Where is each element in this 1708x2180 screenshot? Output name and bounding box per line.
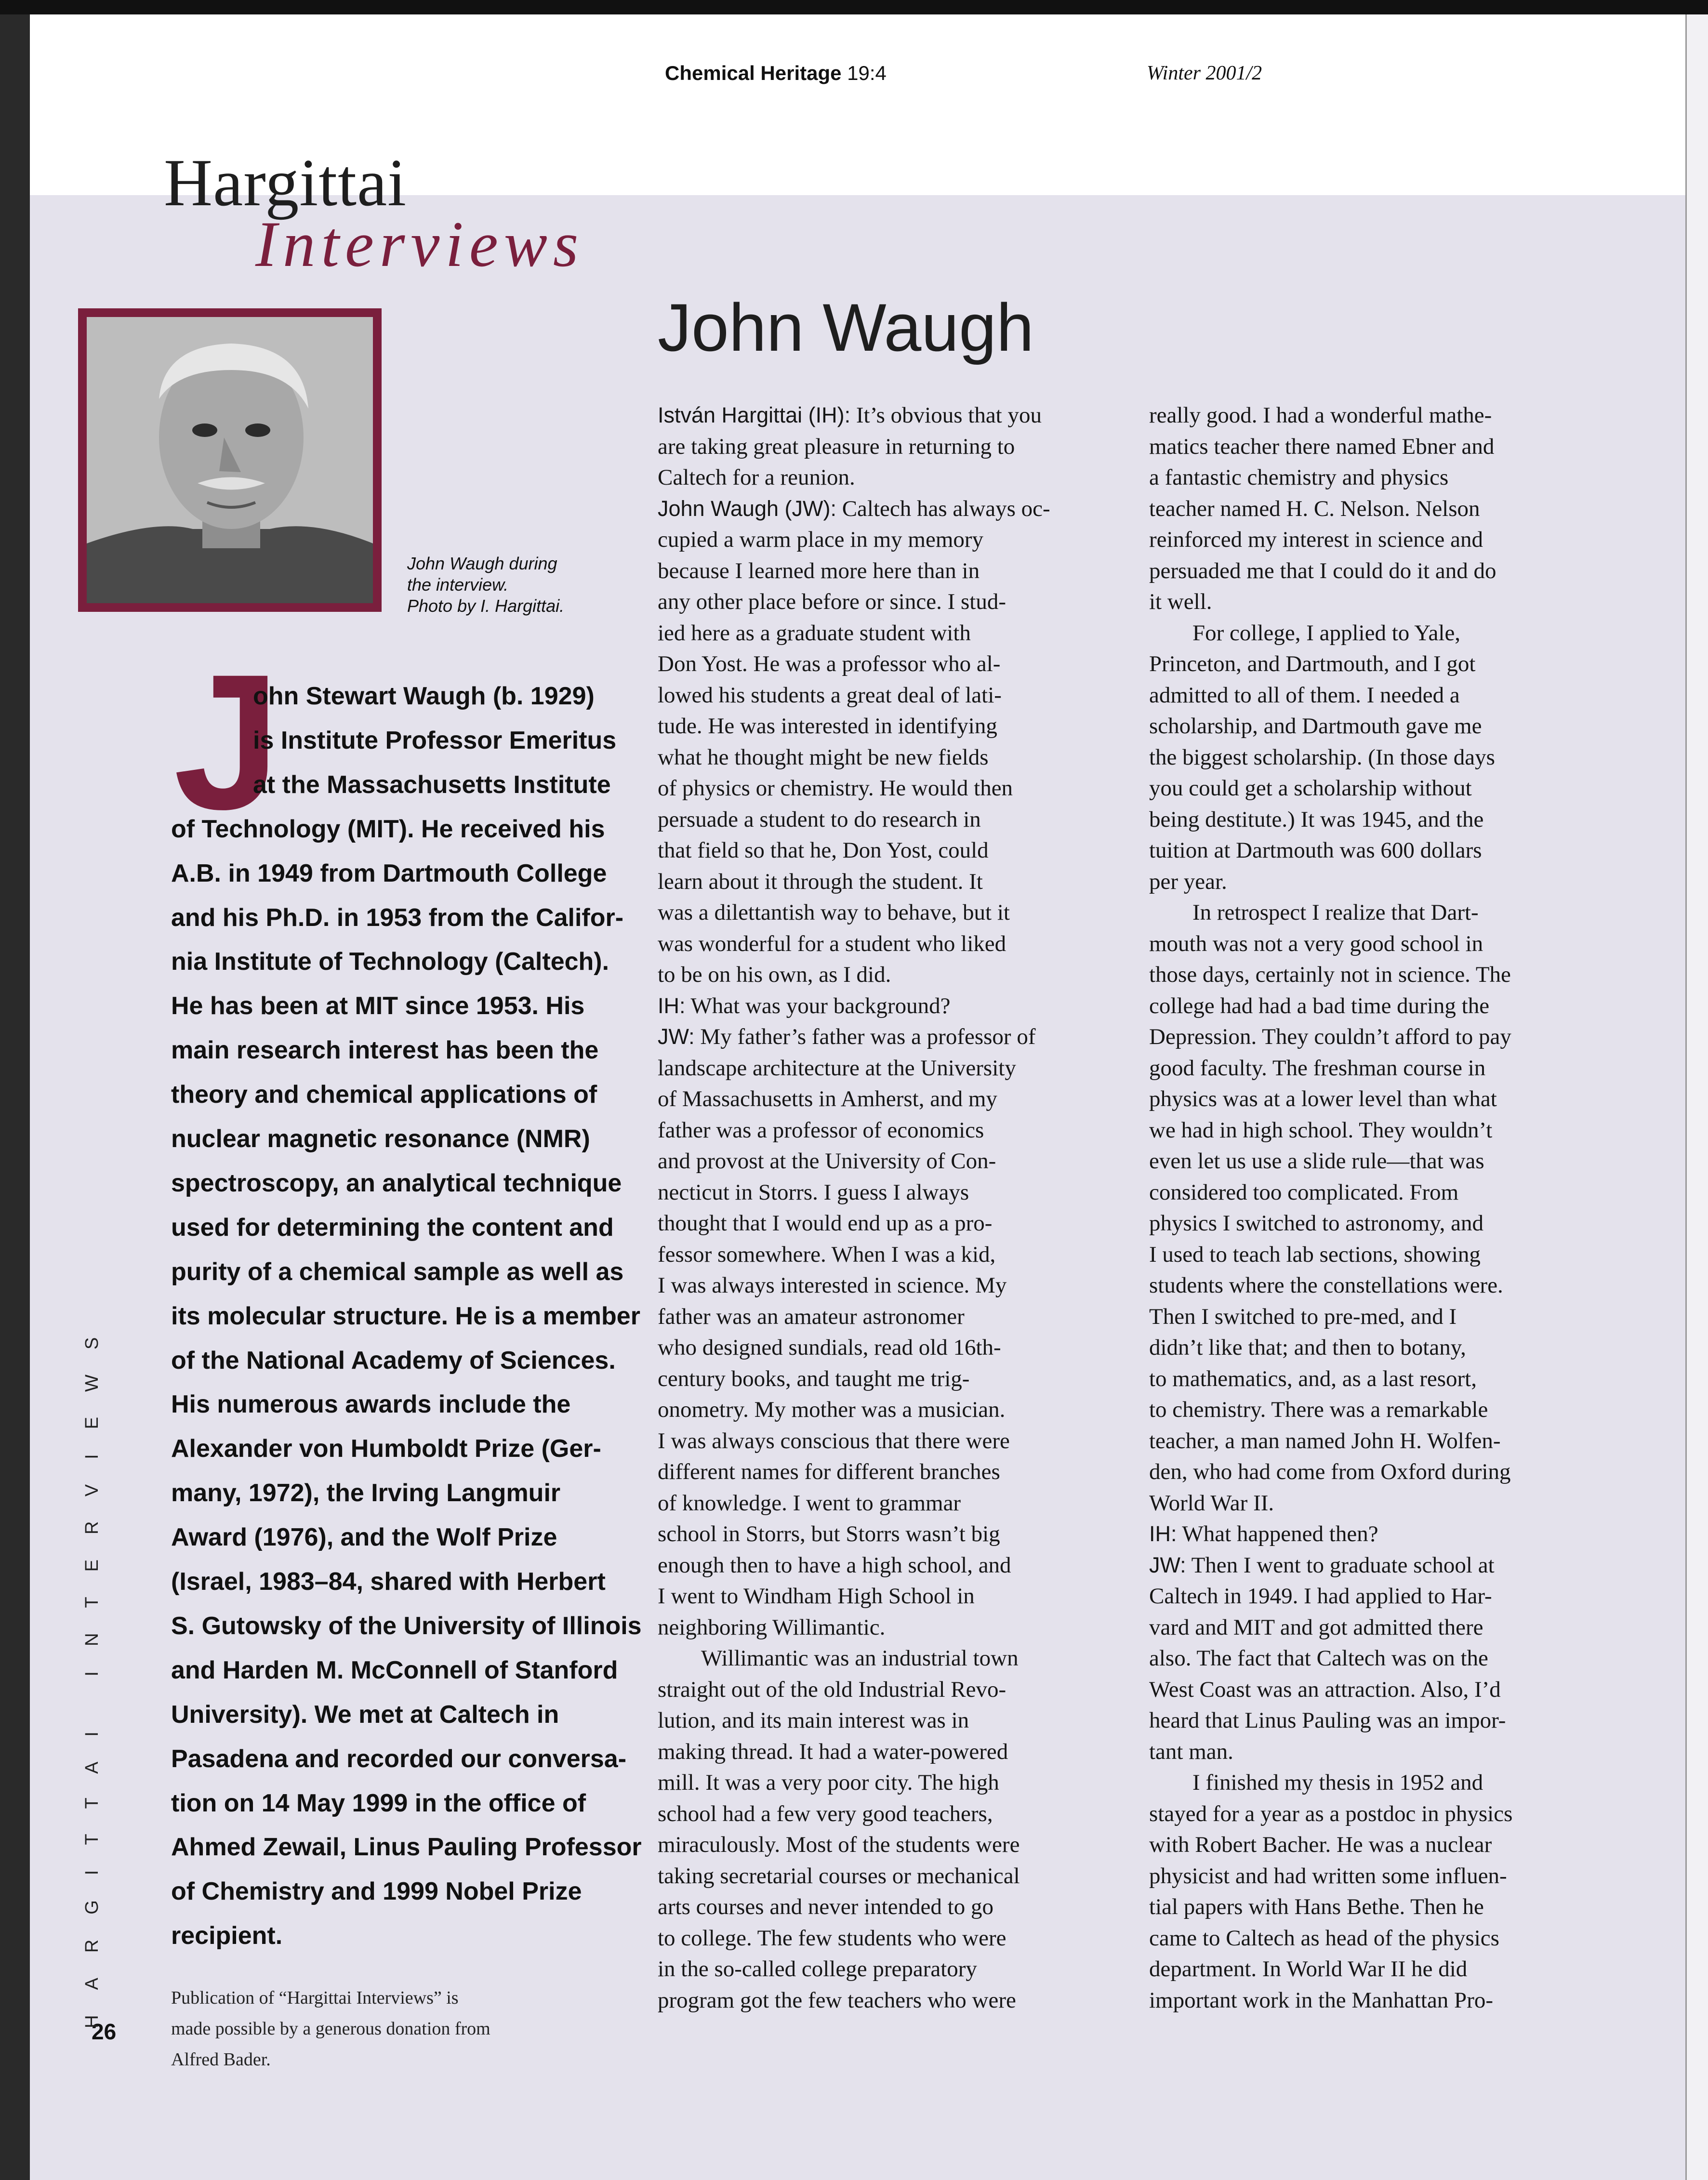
intro-line: Alexander von Humboldt Prize (Ger- (171, 1435, 601, 1463)
line-text: making thread. It had a water-powered (658, 1739, 1008, 1764)
line-text: lowed his students a great deal of lati- (658, 682, 1002, 708)
line-text: and provost at the University of Con- (658, 1149, 996, 1174)
text-line (658, 1552, 1011, 1578)
text-line (1149, 1521, 1378, 1547)
line-text: didn’t like that; and then to botany, (1149, 1335, 1466, 1360)
text-line (1149, 775, 1472, 801)
text-line (658, 962, 891, 988)
line-text: per year. (1149, 869, 1227, 894)
text-line (658, 682, 1002, 708)
line-text: who designed sundials, read old 16th- (658, 1335, 1001, 1360)
line-text: we had in high school. They wouldn’t (1149, 1117, 1493, 1143)
line-text: Caltech for a reunion. (658, 465, 855, 490)
text-line (1149, 589, 1212, 615)
line-text: teacher, a man named John H. Wolfen- (1149, 1428, 1501, 1453)
line-text: Caltech has always oc- (836, 496, 1050, 521)
intro-line: many, 1972), the Irving Langmuir (171, 1479, 561, 1507)
intro-line: theory and chemical applications of (171, 1081, 597, 1109)
line-text: taking secretarial courses or mechanical (658, 1863, 1020, 1889)
text-line (1149, 1614, 1483, 1640)
line-text: learn about it through the student. It (658, 869, 983, 894)
text-line (1149, 527, 1483, 553)
line-text: fessor somewhere. When I was a kid, (658, 1242, 996, 1267)
text-line (1149, 1925, 1499, 1951)
intro-line: and his Ph.D. in 1953 from the Califor- (171, 903, 624, 932)
line-text: you could get a scholarship without (1149, 776, 1472, 801)
line-text: of physics or chemistry. He would then (658, 776, 1013, 801)
text-line (658, 1272, 1006, 1298)
line-text: college had had a bad time during the (1149, 993, 1490, 1018)
line-text: heard that Linus Pauling was an impor- (1149, 1708, 1506, 1733)
text-line (1149, 1832, 1492, 1858)
text-line (658, 806, 981, 832)
line-text: of Massachusetts in Amherst, and my (658, 1086, 997, 1111)
text-line (701, 1645, 1019, 1671)
intro-line: its molecular structure. He is a member (171, 1302, 640, 1330)
intro-line: University). We met at Caltech in (171, 1700, 559, 1729)
text-line (1149, 1645, 1488, 1671)
intro-line: Pasadena and recorded our conversa- (171, 1744, 627, 1773)
text-line (658, 713, 997, 739)
intro-line: main research interest has been the (171, 1036, 599, 1065)
text-line (658, 1148, 996, 1174)
line-text: was wonderful for a student who liked (658, 931, 1006, 956)
line-text: department. In World War II he did (1149, 1956, 1468, 1982)
text-line (658, 434, 1015, 460)
line-text: scholarship, and Dartmouth gave me (1149, 713, 1482, 739)
intro-line: nuclear magnetic resonance (NMR) (171, 1125, 590, 1153)
line-text: of knowledge. I went to grammar (658, 1490, 961, 1516)
line-text: different names for different branches (658, 1459, 1000, 1484)
text-line (1149, 1583, 1492, 1609)
line-text: even let us use a slide rule—that was (1149, 1149, 1484, 1174)
line-text: to be on his own, as I did. (658, 962, 891, 987)
line-text: in the so-called college preparatory (658, 1956, 977, 1982)
text-line (658, 1366, 969, 1392)
line-text: tial papers with Hans Bethe. Then he (1149, 1894, 1484, 1919)
line-text: students where the constellations were. (1149, 1273, 1503, 1298)
text-line (658, 651, 1000, 677)
binding-edge (0, 14, 30, 2180)
speaker-label: IH: (1149, 1521, 1177, 1546)
caption-line: Photo by I. Hargittai. (407, 596, 565, 616)
text-line (1192, 899, 1479, 925)
intro-line: of the National Academy of Sciences. (171, 1346, 616, 1374)
line-text: century books, and taught me trig- (658, 1366, 970, 1391)
line-text: came to Caltech as head of the physics (1149, 1925, 1499, 1951)
page-number: 26 (92, 2019, 117, 2044)
line-text: what he thought might be new fields (658, 744, 989, 770)
line-text: Depression. They couldn’t afford to pay (1149, 1024, 1511, 1049)
text-line (658, 1987, 1016, 2013)
text-line (1149, 1024, 1511, 1050)
text-line (658, 1583, 975, 1609)
line-text: it well. (1149, 589, 1212, 614)
text-line (1149, 651, 1475, 677)
text-line (658, 1770, 999, 1796)
intro-line: He has been at MIT since 1953. His (171, 992, 585, 1020)
line-text: important work in the Manhattan Pro- (1149, 1987, 1493, 2013)
intro-line: (Israel, 1983–84, shared with Herbert (171, 1568, 606, 1596)
text-line (658, 1707, 969, 1733)
line-text: vard and MIT and got admitted there (1149, 1614, 1483, 1640)
line-text: What was your background? (685, 993, 951, 1018)
line-text: the biggest scholarship. (In those days (1149, 744, 1495, 770)
line-text: tude. He was interested in identifying (658, 713, 997, 739)
line-text: any other place before or since. I stud- (658, 589, 1006, 614)
line-text: What happened then? (1177, 1521, 1378, 1546)
running-head-date: Winter 2001/2 (1147, 62, 1262, 84)
line-text: persuaded me that I could do it and do (1149, 558, 1496, 583)
text-line (1149, 1242, 1481, 1268)
facing-page-edge (1685, 14, 1708, 2180)
text-line (658, 1677, 1006, 1703)
text-line (1149, 496, 1480, 522)
line-text: In retrospect I realize that Dart- (1192, 900, 1479, 925)
text-line (1149, 1117, 1492, 1143)
line-text: My father’s father was a professor of (694, 1024, 1036, 1049)
intro-line: and Harden M. McConnell of Stanford (171, 1656, 618, 1684)
line-text: also. The fact that Caltech was on the (1149, 1646, 1488, 1671)
text-line (1149, 1397, 1488, 1423)
text-line (658, 837, 989, 863)
text-line (658, 527, 983, 553)
text-line (1149, 744, 1495, 770)
text-line (658, 464, 855, 490)
text-line (1149, 1956, 1467, 1982)
intro-line: tion on 14 May 1999 in the office of (171, 1789, 586, 1817)
line-text: mill. It was a very poor city. The high (658, 1770, 999, 1795)
line-text: cupied a warm place in my memory (658, 527, 984, 552)
credit-line: Alfred Bader. (171, 2049, 271, 2070)
line-text: Then I went to graduate school at (1186, 1552, 1495, 1578)
text-line (1149, 1304, 1456, 1330)
text-line (1149, 682, 1460, 708)
line-text: was a dilettantish way to behave, but it (658, 900, 1010, 925)
intro-line: ohn Stewart Waugh (b. 1929) (253, 682, 595, 710)
intro-line: spectroscopy, an analytical technique (171, 1169, 622, 1197)
line-text: mouth was not a very good school in (1149, 931, 1483, 956)
text-line (1149, 1552, 1495, 1578)
text-line (658, 869, 983, 895)
line-text: matics teacher there named Ebner and (1149, 434, 1495, 459)
text-line (658, 558, 980, 584)
text-line (658, 1210, 992, 1236)
text-line (1149, 1863, 1507, 1889)
intro-line: is Institute Professor Emeritus (253, 726, 617, 754)
text-line (658, 1739, 1008, 1765)
line-text: For college, I applied to Yale, (1192, 620, 1461, 646)
series-logo-line2: Interviews (255, 209, 584, 280)
caption-line: the interview. (407, 575, 509, 595)
speaker-label: JW: (1149, 1552, 1186, 1577)
text-line (1149, 464, 1448, 490)
speaker-label: István Hargittai (IH): (658, 403, 851, 427)
portrait-photo (87, 317, 373, 603)
text-line (658, 1117, 984, 1143)
text-line (1149, 1677, 1501, 1703)
text-line (658, 1801, 993, 1827)
text-line (1149, 1148, 1484, 1174)
text-line (1149, 1801, 1512, 1827)
text-line (658, 1179, 969, 1205)
text-line (1149, 402, 1492, 428)
text-line (1149, 806, 1483, 832)
text-line (1149, 1490, 1274, 1516)
line-text: father was a professor of economics (658, 1117, 984, 1143)
text-line (658, 1024, 1035, 1050)
text-line (658, 1055, 1016, 1081)
text-line (1149, 962, 1511, 988)
intro-line: Award (1976), and the Wolf Prize (171, 1523, 557, 1552)
side-series-label: HARGITTAI INTERVIEWS (82, 1312, 102, 2028)
line-text: tant man. (1149, 1739, 1233, 1764)
text-line (1149, 1366, 1477, 1392)
text-line (658, 402, 1042, 428)
intro-drop-cap: J (173, 634, 281, 849)
text-line (1149, 1272, 1503, 1298)
line-text: I was always interested in science. My (658, 1273, 1007, 1298)
text-line (658, 1832, 1020, 1858)
line-text: Willimantic was an industrial town (701, 1646, 1019, 1671)
line-text: persuade a student to do research in (658, 806, 981, 832)
line-text: straight out of the old Industrial Revo- (658, 1677, 1006, 1702)
line-text: I finished my thesis in 1952 and (1192, 1770, 1483, 1795)
line-text: necticut in Storrs. I guess I always (658, 1179, 969, 1205)
line-text: enough then to have a high school, and (658, 1552, 1011, 1578)
text-line (658, 1086, 997, 1112)
line-text: thought that I would end up as a pro- (658, 1211, 993, 1236)
line-text: admitted to all of them. I needed a (1149, 682, 1460, 708)
text-line (658, 931, 1006, 957)
text-line (658, 1428, 1010, 1454)
intro-line: S. Gutowsky of the University of Illinois (171, 1612, 642, 1640)
line-text: West Coast was an attraction. Also, I’d (1149, 1677, 1501, 1702)
line-text: physics I switched to astronomy, and (1149, 1211, 1484, 1236)
line-text: onometry. My mother was a musician. (658, 1397, 1006, 1422)
text-line (658, 1304, 965, 1330)
text-line (1149, 1055, 1485, 1081)
text-line (1149, 1739, 1233, 1765)
line-text: being destitute.) It was 1945, and the (1149, 806, 1484, 832)
line-text: Then I switched to pre-med, and I (1149, 1304, 1457, 1329)
text-line (1149, 869, 1227, 895)
intro-line: of Technology (MIT). He received his (171, 815, 605, 843)
line-text: neighboring Willimantic. (658, 1614, 886, 1640)
line-text: that field so that he, Don Yost, could (658, 838, 989, 863)
text-line (1149, 837, 1482, 863)
line-text: Don Yost. He was a professor who al- (658, 651, 1001, 676)
text-line (1149, 558, 1496, 584)
line-text: with Robert Bacher. He was a nuclear (1149, 1832, 1492, 1857)
text-line (1149, 1334, 1466, 1361)
line-text: lution, and its main interest was in (658, 1708, 969, 1733)
line-text: those days, certainly not in science. The (1149, 962, 1511, 987)
intro-line: used for determining the content and (171, 1213, 614, 1242)
text-line (658, 1242, 995, 1268)
text-line (658, 1397, 1005, 1423)
text-line (1149, 434, 1494, 460)
line-text: teacher named H. C. Nelson. Nelson (1149, 496, 1480, 521)
text-line (658, 589, 1006, 615)
line-text: really good. I had a wonderful mathe- (1149, 403, 1492, 428)
text-line (658, 1490, 961, 1516)
running-head-journal: Chemical Heritage 19:4 (665, 62, 887, 84)
line-text: arts courses and never intended to go (658, 1894, 993, 1919)
intro-line: Ahmed Zewail, Linus Pauling Professor (171, 1833, 642, 1862)
text-line (1149, 1894, 1484, 1920)
line-text: school had a few very good teachers, (658, 1801, 993, 1826)
intro-line: nia Institute of Technology (Caltech). (171, 948, 609, 976)
intro-line: recipient. (171, 1922, 283, 1950)
line-text: a fantastic chemistry and physics (1149, 465, 1449, 490)
line-text: Princeton, and Dartmouth, and I got (1149, 651, 1476, 676)
text-line (1149, 1086, 1497, 1112)
line-text: World War II. (1149, 1490, 1274, 1516)
speaker-label: JW: (658, 1024, 695, 1049)
line-text: program got the few teachers who were (658, 1987, 1016, 2013)
text-line (1149, 1179, 1458, 1205)
intro-line: His numerous awards include the (171, 1390, 571, 1419)
line-text: ied here as a graduate student with (658, 620, 971, 646)
text-line (658, 993, 950, 1019)
text-line (658, 1614, 885, 1640)
line-text: It’s obvious that you (850, 403, 1042, 428)
text-line (658, 1894, 993, 1920)
text-line (1149, 1210, 1483, 1236)
intro-line: purity of a chemical sample as well as (171, 1257, 624, 1286)
portrait-photo-frame (78, 308, 382, 612)
portrait-illustration-icon (87, 317, 373, 603)
line-text: considered too complicated. From (1149, 1179, 1459, 1205)
line-text: den, who had come from Oxford during (1149, 1459, 1511, 1484)
intro-line: A.B. in 1949 from Dartmouth College (171, 859, 607, 887)
text-line (1149, 1987, 1493, 2013)
text-line (658, 1925, 1006, 1951)
line-text: to mathematics, and, as a last resort, (1149, 1366, 1477, 1391)
running-head-issue: 19:4 (847, 62, 887, 84)
line-text: because I learned more here than in (658, 558, 980, 583)
photo-caption (407, 553, 609, 617)
text-line (658, 1521, 1000, 1547)
line-text: I was always conscious that there were (658, 1428, 1010, 1453)
line-text: I used to teach lab sections, showing (1149, 1242, 1481, 1267)
text-line (1149, 1707, 1506, 1733)
line-text: miraculously. Most of the students were (658, 1832, 1020, 1857)
line-text: stayed for a year as a postdoc in physics (1149, 1801, 1513, 1826)
text-line (658, 899, 1010, 925)
line-text: to chemistry. There was a remarkable (1149, 1397, 1488, 1422)
line-text: landscape architecture at the University (658, 1055, 1016, 1081)
line-text: physics was at a lower level than what (1149, 1086, 1497, 1111)
text-line (658, 1334, 1001, 1361)
text-line (1192, 620, 1460, 646)
line-text: are taking great pleasure in returning to (658, 434, 1015, 459)
speaker-label: IH: (658, 993, 686, 1018)
line-text: reinforced my interest in science and (1149, 527, 1483, 552)
series-logo-line1: Hargittai (164, 145, 407, 220)
text-line (1149, 713, 1482, 739)
credit-line: made possible by a generous donation from (171, 2019, 490, 2039)
text-line (1149, 1459, 1511, 1485)
text-line (658, 496, 1050, 522)
text-line (1149, 993, 1489, 1019)
speaker-label: John Waugh (JW): (658, 496, 836, 521)
text-line (1192, 1770, 1483, 1796)
text-line (658, 1459, 1000, 1485)
intro-line: of Chemistry and 1999 Nobel Prize (171, 1877, 582, 1906)
intro-line: at the Massachusetts Institute (253, 770, 611, 799)
article-title: John Waugh (658, 290, 1034, 365)
scan-top-edge (0, 0, 1708, 14)
text-line (658, 620, 971, 646)
credit-line: Publication of “Hargittai Interviews” is (171, 1988, 459, 2008)
line-text: good faculty. The freshman course in (1149, 1055, 1486, 1081)
text-line (1149, 1428, 1501, 1454)
text-line (658, 1863, 1020, 1889)
line-text: to college. The few students who were (658, 1925, 1006, 1951)
line-text: Caltech in 1949. I had applied to Har- (1149, 1584, 1492, 1609)
line-text: school in Storrs, but Storrs wasn’t big (658, 1521, 1000, 1546)
line-text: tuition at Dartmouth was 600 dollars (1149, 838, 1482, 863)
line-text: physicist and had written some influen- (1149, 1863, 1507, 1889)
line-text: father was an amateur astronomer (658, 1304, 965, 1329)
text-line (1149, 931, 1483, 957)
caption-line: John Waugh during (407, 554, 557, 573)
text-line (658, 744, 989, 770)
text-line (658, 1956, 977, 1982)
text-line (658, 775, 1013, 801)
line-text: I went to Windham High School in (658, 1584, 975, 1609)
